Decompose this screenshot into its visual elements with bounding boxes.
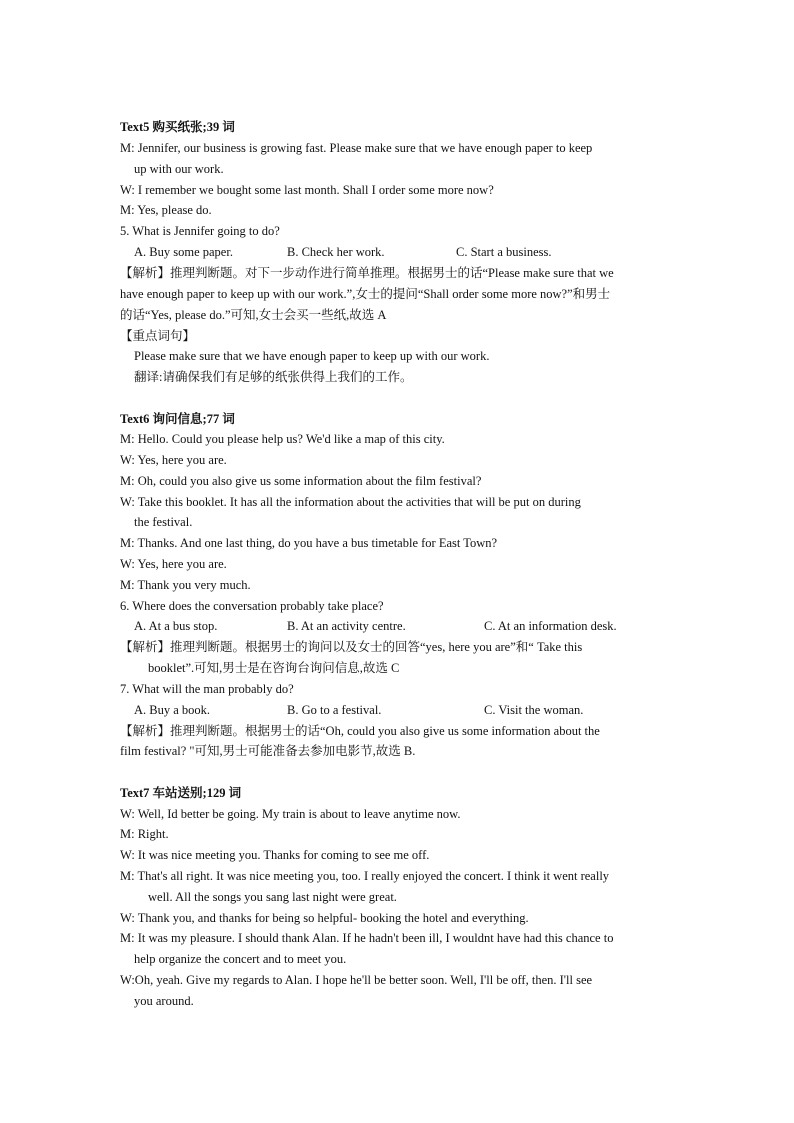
text7-line-2: M: Right. — [120, 827, 169, 841]
q5-option-a: A. Buy some paper. — [134, 245, 233, 259]
q7-question: 7. What will the man probably do? — [120, 682, 294, 696]
text5-line-2: up with our work. — [134, 162, 224, 176]
q5-question: 5. What is Jennifer going to do? — [120, 224, 280, 238]
text6-line-1: M: Hello. Could you please help us? We'd like a map of this city. — [120, 432, 445, 446]
text6-line-4: W: Take this booklet. It has all the information about the activities that will be put on during — [120, 495, 581, 509]
q6-option-c: C. At an information desk. — [484, 619, 617, 633]
text5-analysis-3: 的话“Yes, please do.”可知,女士会买一些纸,故选 A — [120, 308, 387, 322]
text6-line-8: M: Thank you very much. — [120, 578, 251, 592]
text7-line-4: M: That's all right. It was nice meeting you, too. I really enjoyed the concert. I think it went really — [120, 869, 610, 883]
text7-line-10: you around. — [134, 994, 194, 1008]
q6-option-a: A. At a bus stop. — [134, 619, 218, 633]
text6-analysis6-1: 【解析】推理判断题。根据男士的询问以及女士的回答“yes, here you are”和“ Take this — [120, 640, 583, 654]
text7-line-1: W: Well, Id better be going. My train is about to leave anytime now. — [120, 807, 461, 821]
text7-line-9: W:Oh, yeah. Give my regards to Alan. I hope he'll be better soon. Well, I'll be off, then. I'll see — [120, 973, 593, 987]
text7-line-6: W: Thank you, and thanks for being so helpful- booking the hotel and everything. — [120, 911, 529, 925]
text7-line-7: M: It was my pleasure. I should thank Alan. If he hadn't been ill, I wouldnt have had this chance to — [120, 931, 614, 945]
text6-line-7: W: Yes, here you are. — [120, 557, 227, 571]
text6-analysis7-2: film festival? "可知,男士可能准备去参加电影节,故选 B. — [120, 744, 416, 758]
text5-line-4: M: Yes, please do. — [120, 203, 212, 217]
text6-heading: Text6 询问信息;77 词 — [120, 412, 235, 426]
text6-line-6: M: Thanks. And one last thing, do you have a bus timetable for East Town? — [120, 536, 498, 550]
text5-analysis-2: have enough paper to keep up with our work.”,女士的提问“Shall order some more now?”和男士 — [120, 287, 611, 301]
text5-translation: 翻译:请确保我们有足够的纸张供得上我们的工作。 — [134, 370, 413, 384]
q6-question: 6. Where does the conversation probably take place? — [120, 599, 384, 613]
text6-line-2: W: Yes, here you are. — [120, 453, 227, 467]
q7-option-a: A. Buy a book. — [134, 703, 211, 717]
text6-line-5: the festival. — [134, 515, 193, 529]
text7-heading: Text7 车站送别;129 词 — [120, 786, 242, 800]
text6-analysis6-2: booklet”.可知,男士是在咨询台询问信息,故选 C — [148, 661, 400, 675]
q7-option-c: C. Visit the woman. — [484, 703, 584, 717]
text5-heading: Text5 购买纸张;39 词 — [120, 120, 235, 134]
text7-line-8: help organize the concert and to meet you. — [134, 952, 347, 966]
text5-key-sentence: Please make sure that we have enough paper to keep up with our work. — [134, 349, 490, 363]
q5-option-b: B. Check her work. — [287, 245, 385, 259]
text5-line-3: W: I remember we bought some last month. Shall I order some more now? — [120, 183, 494, 197]
q5-option-c: C. Start a business. — [456, 245, 552, 259]
q7-option-b: B. Go to a festival. — [287, 703, 382, 717]
q6-option-b: B. At an activity centre. — [287, 619, 406, 633]
text5-line-1: M: Jennifer, our business is growing fast. Please make sure that we have enough paper to keep — [120, 141, 593, 155]
text6-analysis7-1: 【解析】推理判断题。根据男士的话“Oh, could you also give us some information about the — [120, 724, 600, 738]
text6-line-3: M: Oh, could you also give us some information about the film festival? — [120, 474, 482, 488]
text5-analysis-1: 【解析】推理判断题。对下一步动作进行简单推理。根据男士的话“Please make sure that we — [120, 266, 614, 280]
text7-line-5: well. All the songs you sang last night were great. — [148, 890, 397, 904]
text7-line-3: W: It was nice meeting you. Thanks for coming to see me off. — [120, 848, 430, 862]
text5-key-label: 【重点词句】 — [120, 329, 196, 343]
